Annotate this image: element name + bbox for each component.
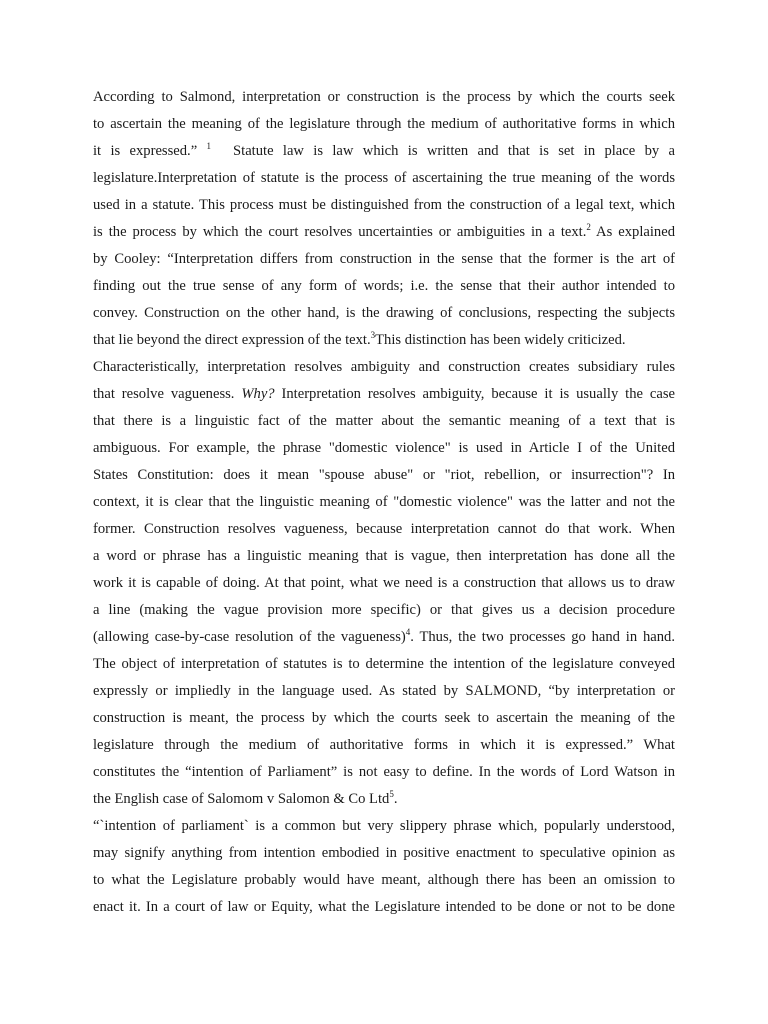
text-segment: that lie beyond the direct expression of the text. — [93, 332, 371, 348]
text-line: expressly or impliedly in the language used. As stated by SALMOND, “by interpretation or — [93, 683, 675, 699]
text-segment: . Thus, the two processes go hand in hand. — [410, 629, 675, 645]
text-segment: (allowing case-by-case resolution of the vagueness) — [93, 629, 406, 645]
text-line: finding out the true sense of any form of words; i.e. the sense that their author intended to — [93, 278, 675, 294]
text-segment: that resolve vagueness. — [93, 386, 242, 402]
text-line: Characteristically, interpretation resolves ambiguity and construction creates subsidiary rules — [93, 359, 675, 375]
text-segment: Statute law is law which is written and that is set in place by a — [233, 143, 675, 159]
text-segment: . — [393, 791, 398, 807]
text-line: work it is capable of doing. At that point, what we need is a construction that allows us to draw — [93, 575, 675, 591]
text-line: a word or phrase has a linguistic meaning that is vague, then interpretation has done all the — [93, 548, 675, 564]
text-line: According to Salmond, interpretation or construction is the process by which the courts seek — [93, 89, 675, 105]
text-line: States Constitution: does it mean "spouse abuse" or "riot, rebellion, or insurrection"? In — [93, 467, 675, 483]
emphasis-text: Why? — [241, 386, 275, 402]
text-line — [93, 219, 675, 246]
text-line: context, it is clear that the linguistic meaning of "domestic violence" was the latter and not the — [93, 494, 675, 510]
text-line: ambiguous. For example, the phrase "domestic violence" is used in Article I of the United — [93, 440, 675, 456]
text-segment: the English case of Salomom v Salomon & Co Ltd — [93, 791, 390, 807]
text-line — [93, 138, 675, 165]
text-line: convey. Construction on the other hand, is the drawing of conclusions, respecting the subjects — [93, 305, 675, 321]
text-segment: is the process by which the court resolves uncertainties or ambiguities in a text. — [93, 224, 587, 240]
footnote-marker: 4 — [405, 627, 411, 637]
text-line: may signify anything from intention embodied in positive enactment to speculative opinion as — [93, 845, 675, 861]
text-segment: As explained — [590, 224, 675, 240]
text-line: to what the Legislature probably would have meant, although there has been an omission to — [93, 872, 675, 888]
text-line: enact it. In a court of law or Equity, what the Legislature intended to be done or not to be done — [93, 899, 675, 915]
text-line: legislature.Interpretation of statute is the process of ascertaining the true meaning of the words — [93, 170, 675, 186]
body-text — [93, 84, 675, 921]
footnote-marker: 2 — [586, 222, 591, 232]
text-segment: it is expressed.” — [93, 143, 207, 159]
text-line: constitutes the “intention of Parliament” is not easy to define. In the words of Lord Watson in — [93, 764, 675, 780]
footnote-marker: 5 — [389, 789, 394, 799]
text-line: The object of interpretation of statutes is to determine the intention of the legislature conveyed — [93, 656, 675, 672]
text-line: legislature through the medium of authoritative forms in which it is expressed.” What — [93, 737, 675, 753]
text-line: by Cooley: “Interpretation differs from construction in the sense that the former is the art of — [93, 251, 675, 267]
text-line: a line (making the vague provision more specific) or that gives us a decision procedure — [93, 602, 675, 618]
text-line — [93, 786, 675, 813]
text-line: “`intention of parliament` is a common but very slippery phrase which, popularly understood, — [93, 818, 675, 834]
footnote-marker: 1 — [206, 141, 212, 151]
text-line: to ascertain the meaning of the legislature through the medium of authoritative forms in which — [93, 116, 675, 132]
text-line: former. Construction resolves vagueness, because interpretation cannot do that work. When — [93, 521, 675, 537]
text-line: construction is meant, the process by which the courts seek to ascertain the meaning of the — [93, 710, 675, 726]
text-line — [93, 327, 675, 354]
text-segment: Interpretation resolves ambiguity, because it is usually the case — [274, 386, 675, 402]
footnote-marker: 3 — [370, 330, 376, 340]
text-line: that there is a linguistic fact of the matter about the semantic meaning of a text that is — [93, 413, 675, 429]
text-line — [93, 624, 675, 651]
text-segment: This distinction has been widely criticized. — [375, 332, 626, 348]
text-line: used in a statute. This process must be distinguished from the construction of a legal text, which — [93, 197, 675, 213]
text-line — [93, 381, 675, 408]
